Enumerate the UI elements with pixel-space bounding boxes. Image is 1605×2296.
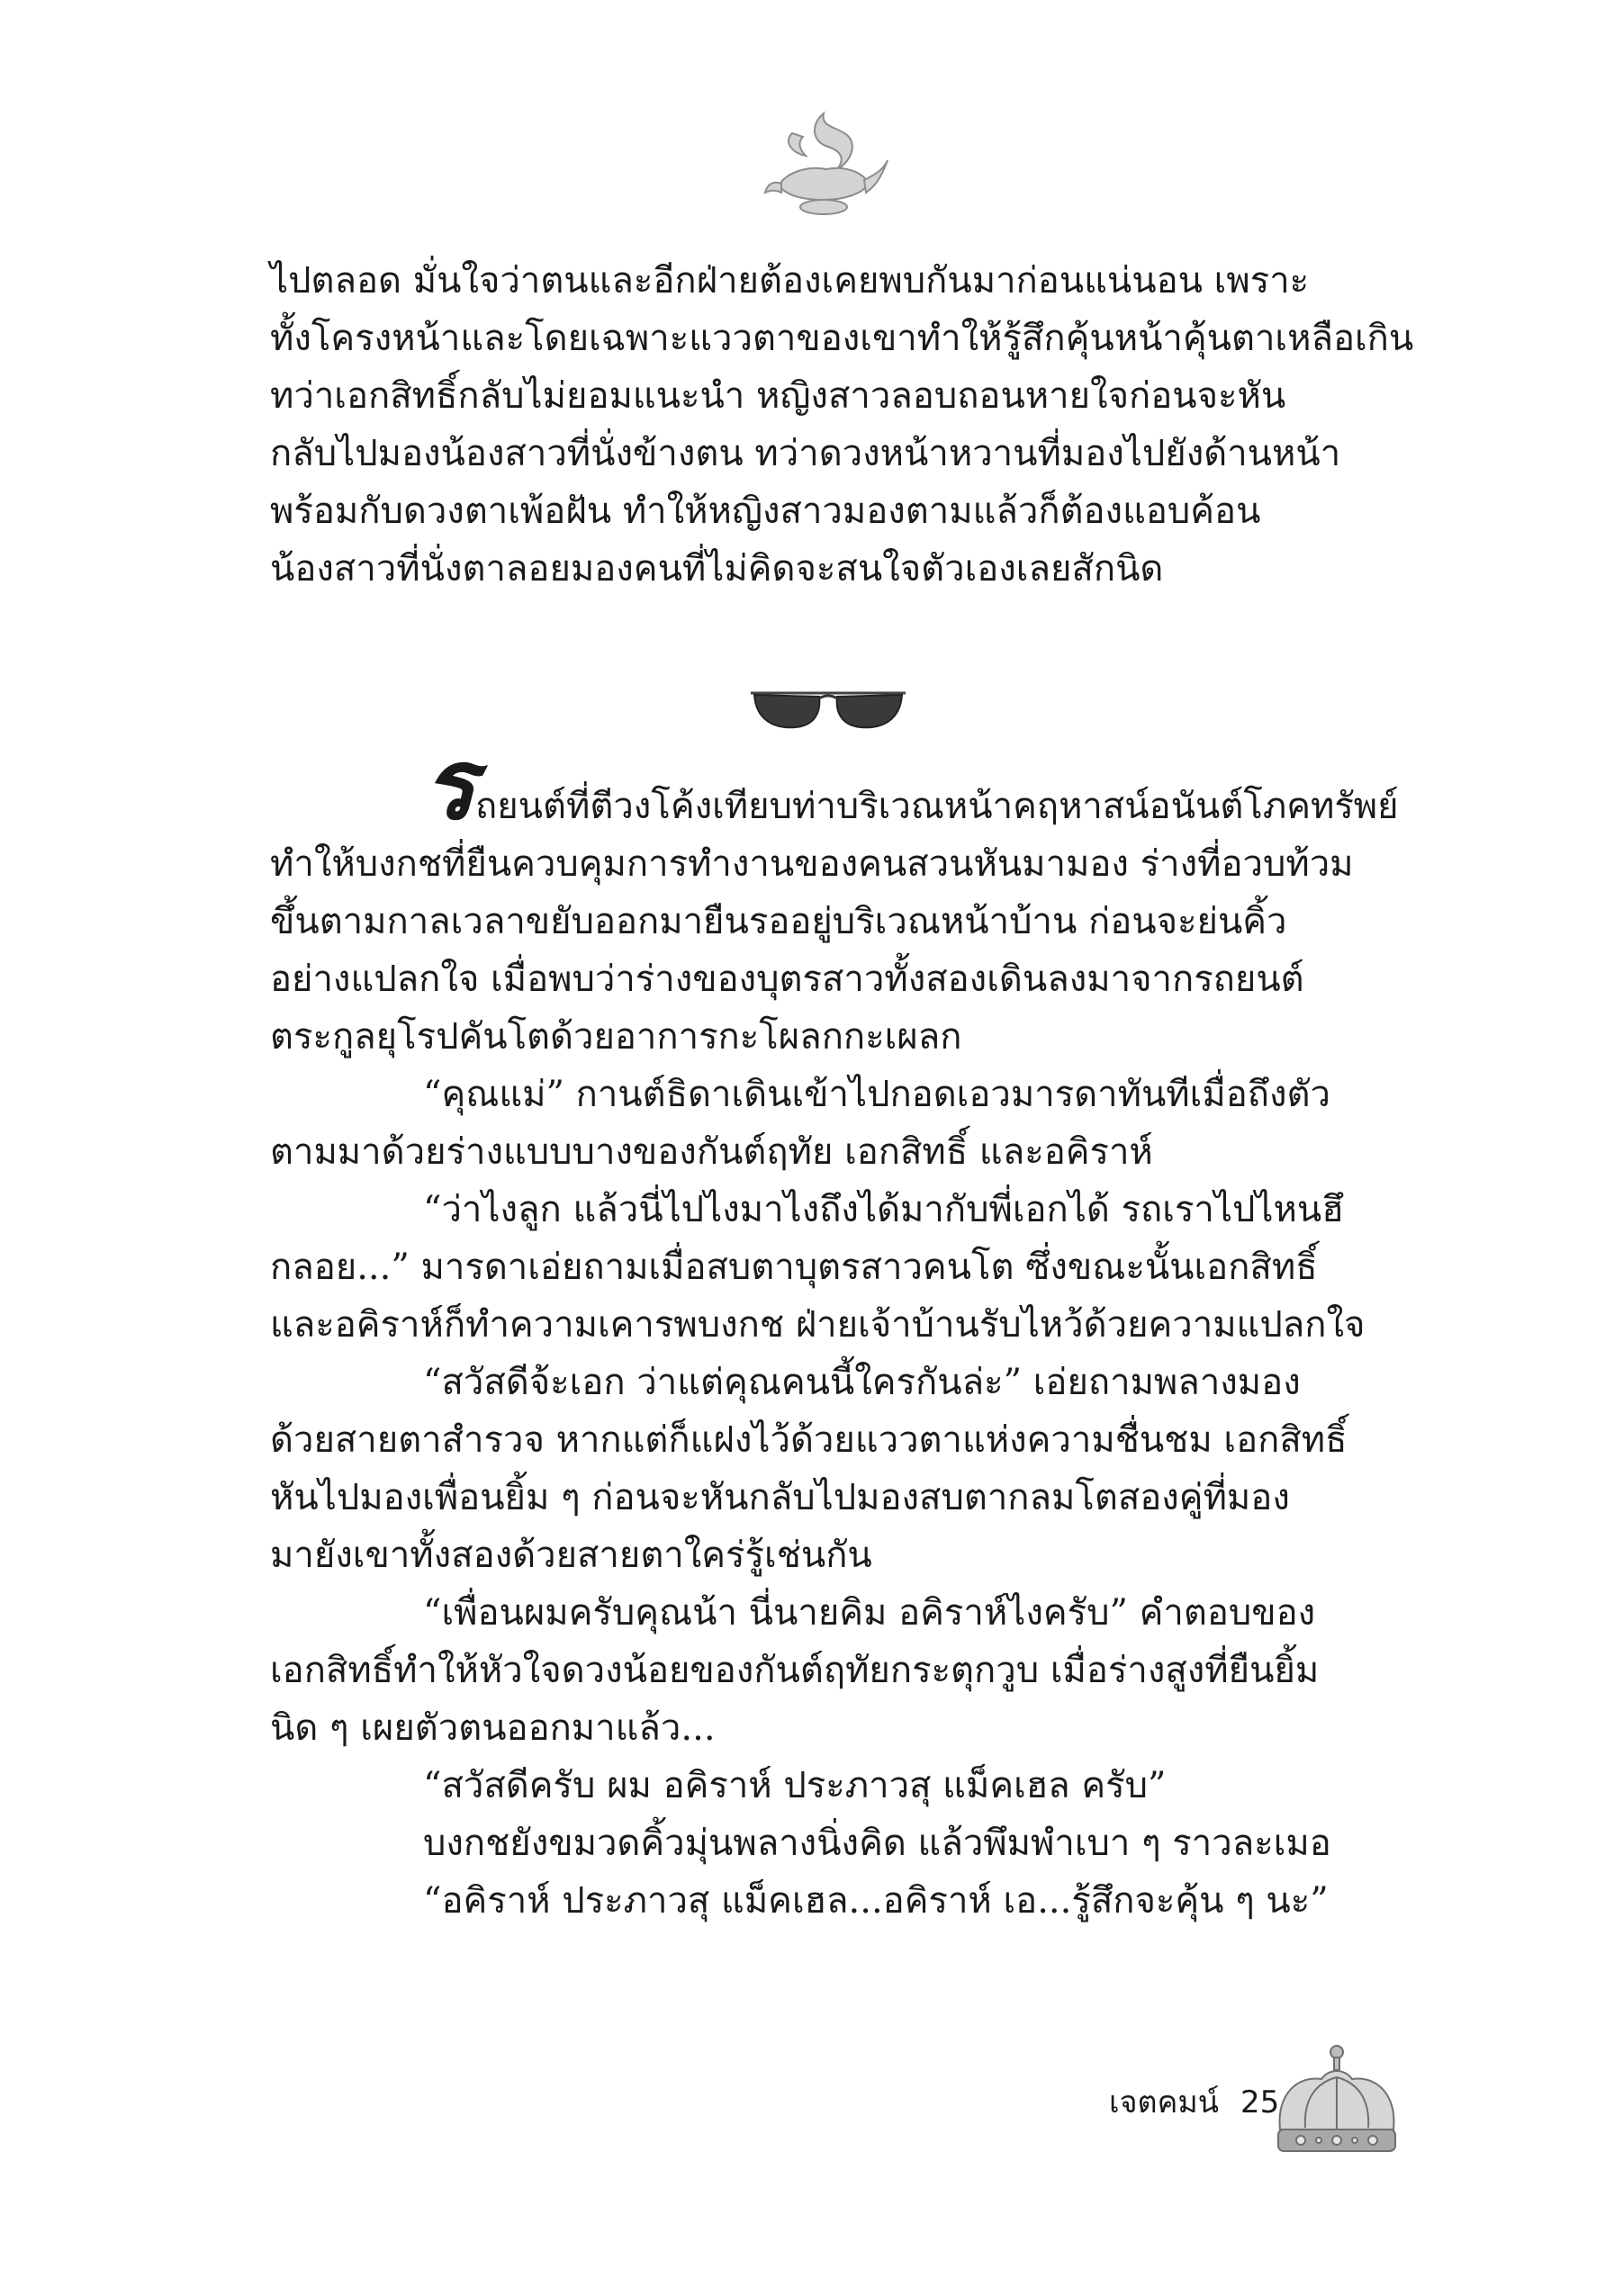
text-line: นิด ๆ เผยตัวตนออกมาแล้ว...	[270, 1707, 716, 1749]
text-line: ถยนต์ที่ตีวงโค้งเทียบท่าบริเวณหน้าคฤหาสน์อนันต์โภคทรัพย์	[475, 786, 1399, 827]
drop-cap: ร	[423, 728, 476, 842]
text-line: เอกสิทธิ์ทำให้หัวใจดวงน้อยของกันต์ฤทัยกระตุกวูบ เมื่อร่างสูงที่ยืนยิ้ม	[270, 1650, 1320, 1691]
text-line: ทำให้บงกชที่ยืนควบคุมการทำงานของคนสวนหันมามอง ร่างที่อวบท้วม	[270, 843, 1354, 885]
genie-lamp-icon	[756, 106, 891, 223]
text-line: ตามมาด้วยร่างแบบบางของกันต์ฤทัย เอกสิทธิ์ และอคิราห์	[270, 1131, 1153, 1173]
text-line: “เพื่อนผมครับคุณน้า นี่นายคิม อคิราห์ไงครับ” คำตอบของ	[423, 1592, 1316, 1634]
text-line: ขึ้นตามกาลเวลาขยับออกมายืนรออยู่บริเวณหน้าบ้าน ก่อนจะย่นคิ้ว	[270, 901, 1287, 942]
text-line: อย่างแปลกใจ เมื่อพบว่าร่างของบุตรสาวทั้งสองเดินลงมาจากรถยนต์	[270, 959, 1304, 1000]
text-line: พร้อมกับดวงตาเพ้อฝัน ทำให้หญิงสาวมองตามแล้วก็ต้องแอบค้อน	[270, 491, 1261, 532]
text-line: น้องสาวที่นั่งตาลอยมองคนที่ไม่คิดจะสนใจตัวเองเลยสักนิด	[270, 548, 1164, 590]
text-line: “สวัสดีจ้ะเอก ว่าแต่คุณคนนี้ใครกันล่ะ” เอ่ยถามพลางมอง	[423, 1362, 1301, 1403]
text-line: ไปตลอด มั่นใจว่าตนและอีกฝ่ายต้องเคยพบกันมาก่อนแน่นอน เพราะ	[270, 260, 1310, 302]
text-line: และอคิราห์ก็ทำความเคารพบงกช ฝ่ายเจ้าบ้านรับไหว้ด้วยความแปลกใจ	[270, 1304, 1366, 1346]
text-line: “สวัสดีครับ ผม อคิราห์ ประภาวสุ แม็คเฮล ครับ”	[423, 1765, 1167, 1806]
drop-cap-line	[270, 728, 1399, 842]
crown-icon	[1269, 2041, 1404, 2167]
page-number: 25	[1240, 2084, 1280, 2120]
text-line: กลอย...” มารดาเอ่ยถามเมื่อสบตาบุตรสาวคนโต ซึ่งขณะนั้นเอกสิทธิ์	[270, 1247, 1318, 1288]
chapter-body	[270, 728, 1399, 1930]
text-line: ตระกูลยุโรปคันโตด้วยอาการกะโผลกกะเผลก	[270, 1016, 962, 1058]
paragraph-continued	[270, 252, 1414, 598]
text-line: บงกชยังขมวดคิ้วมุ่นพลางนิ่งคิด แล้วพึมพำเบา ๆ ราวละเมอ	[423, 1823, 1331, 1864]
text-line: กลับไปมองน้องสาวที่นั่งข้างตน ทว่าดวงหน้าหวานที่มองไปยังด้านหน้า	[270, 433, 1341, 474]
book-title: เจตคมน์	[1109, 2084, 1220, 2120]
page-footer	[1109, 2084, 1279, 2120]
text-line: “อคิราห์ ประภาวสุ แม็คเฮล...อคิราห์ เอ...รู้สึกจะคุ้น ๆ นะ”	[423, 1880, 1329, 1922]
sunglasses-icon	[747, 680, 909, 734]
text-line: ด้วยสายตาสำรวจ หากแต่ก็แฝงไว้ด้วยแววตาแห่งความชื่นชม เอกสิทธิ์	[270, 1419, 1348, 1461]
text-line: มายังเขาทั้งสองด้วยสายตาใคร่รู้เช่นกัน	[270, 1535, 872, 1576]
text-line: หันไปมองเพื่อนยิ้ม ๆ ก่อนจะหันกลับไปมองสบตากลมโตสองคู่ที่มอง	[270, 1477, 1290, 1518]
text-line: “คุณแม่” กานต์ธิดาเดินเข้าไปกอดเอวมารดาทันทีเมื่อถึงตัว	[423, 1074, 1330, 1115]
text-line: ทว่าเอกสิทธิ์กลับไม่ยอมแนะนำ หญิงสาวลอบถอนหายใจก่อนจะหัน	[270, 375, 1286, 417]
text-line: ทั้งโครงหน้าและโดยเฉพาะแววตาของเขาทำให้รู้สึกคุ้นหน้าคุ้นตาเหลือเกิน	[270, 318, 1414, 359]
text-line: “ว่าไงลูก แล้วนี่ไปไงมาไงถึงได้มากับพี่เอกได้ รถเราไปไหนฮึ	[423, 1189, 1344, 1230]
